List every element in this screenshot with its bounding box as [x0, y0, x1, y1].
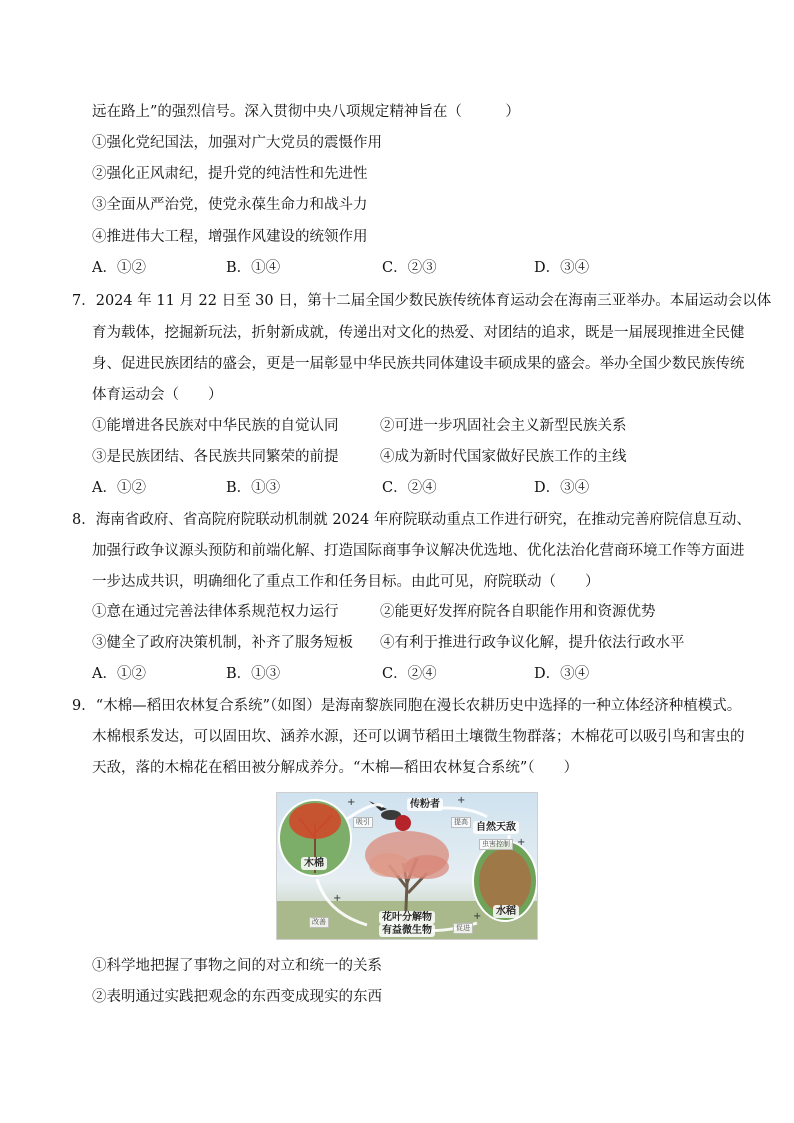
label-kapok: 木棉 [301, 857, 327, 870]
q7-stem-line-2: 育为载体，挖掘新玩法，折射新成就，传递出对文化的热爱、对团结的追求，既是一届展现推进全民健 [92, 325, 745, 341]
q8-stem-line-1: 8．海南省政府、省高院府院联动机制就 2024 年府院联动重点工作进行研究，在推动完善府院信息互动、 [72, 512, 751, 528]
q9-stem-line-3: 天敌，落的木棉花在稻田被分解成养分。“木棉—稻田农林复合系统”（ ） [92, 760, 579, 776]
q7-stem-line-1: 7．2024 年 11 月 22 日至 30 日，第十二届全国少数民族传统体育运动会在海南三亚举办。本届运动会以体 [72, 293, 772, 309]
q9-stem-line-2: 木棉根系发达，可以固田坎、涵养水源，还可以调节稻田土壤微生物群落；木棉花可以吸引鸟和害虫的 [92, 729, 745, 745]
q7-item-2: ②可进一步巩固社会主义新型民族关系 [380, 418, 627, 434]
q8-item-3: ③健全了政府决策机制，补齐了服务短板 [92, 635, 353, 651]
q6-choice-c: C．②③ [382, 260, 437, 276]
q7-stem-line-4: 体育运动会（ ） [92, 387, 223, 403]
q7-item-1: ①能增进各民族对中华民族的自觉认同 [92, 418, 339, 434]
q9-item-1: ①科学地把握了事物之间的对立和统一的关系 [92, 958, 382, 974]
plus-sign-5: + [473, 911, 482, 922]
q8-item-4: ④有利于推进行政争议化解，提升依法行政水平 [380, 635, 685, 651]
q6-choice-d: D．③④ [534, 260, 590, 276]
label-decomposer: 花叶分解物 [379, 911, 435, 924]
q6-choice-b: B．①④ [226, 260, 281, 276]
plus-sign-4: + [333, 893, 342, 904]
kapok-rice-system-figure [276, 792, 538, 940]
label-pollinator: 传粉者 [407, 798, 443, 811]
q9-item-2: ②表明通过实践把观念的东西变成现实的东西 [92, 989, 382, 1005]
q8-item-1: ①意在通过完善法律体系规范权力运行 [92, 604, 339, 620]
q8-choice-c: C．②④ [382, 666, 437, 682]
q8-choice-b: B．①③ [226, 666, 281, 682]
q9-stem-line-1: 9．“木棉—稻田农林复合系统”（如图）是海南黎族同胞在漫长农耕历史中选择的一种立体经济种植模式。 [72, 698, 742, 714]
q7-stem-line-3: 身、促进民族团结的盛会，更是一届彰显中华民族共同体建设丰硕成果的盛会。举办全国少数民族传统 [92, 356, 745, 372]
q7-item-3: ③是民族团结、各民族共同繁荣的前提 [92, 449, 339, 465]
q7-choice-a: A．①② [92, 480, 146, 496]
label-improve: 提高 [451, 817, 471, 828]
q6-item-1: ①强化党纪国法，加强对广大党员的震慑作用 [92, 135, 382, 151]
label-pest-control: 虫害控制 [479, 839, 513, 850]
q7-choice-b: B．①③ [226, 480, 281, 496]
plus-sign-3: + [517, 837, 526, 848]
label-improve-2: 改善 [309, 917, 329, 928]
q6-item-3: ③全面从严治党，使党永葆生命力和战斗力 [92, 197, 368, 213]
q8-stem-line-3: 一步达成共识，明确细化了重点工作和任务目标。由此可见，府院联动（ ） [92, 574, 600, 590]
label-promote: 促进 [453, 923, 473, 934]
label-rice: 水稻 [493, 905, 519, 918]
q8-choice-a: A．①② [92, 666, 146, 682]
q8-choice-d: D．③④ [534, 666, 590, 682]
q8-stem-line-2: 加强行政争议源头预防和前端化解、打造国际商事争议解决优选地、优化法治化营商环境工作等方面进 [92, 543, 745, 559]
plus-sign-1: + [347, 797, 356, 808]
q6-item-2: ②强化正风肃纪，提升党的纯洁性和先进性 [92, 166, 368, 182]
plus-sign-2: + [457, 795, 466, 806]
q7-choice-c: C．②④ [382, 480, 437, 496]
q6-choice-a: A．①② [92, 260, 146, 276]
q7-choice-d: D．③④ [534, 480, 590, 496]
label-beneficial-microbes: 有益微生物 [379, 924, 435, 937]
q8-item-2: ②能更好发挥府院各自职能作用和资源优势 [380, 604, 656, 620]
q6-item-4: ④推进伟大工程，增强作风建设的统领作用 [92, 229, 368, 245]
q7-item-4: ④成为新时代国家做好民族工作的主线 [380, 449, 627, 465]
label-attract: 吸引 [353, 817, 373, 828]
label-natural-enemy: 自然天敌 [473, 821, 519, 834]
q6-stem-tail: 远在路上”的强烈信号。深入贯彻中央八项规定精神旨在（ ） [92, 104, 520, 120]
